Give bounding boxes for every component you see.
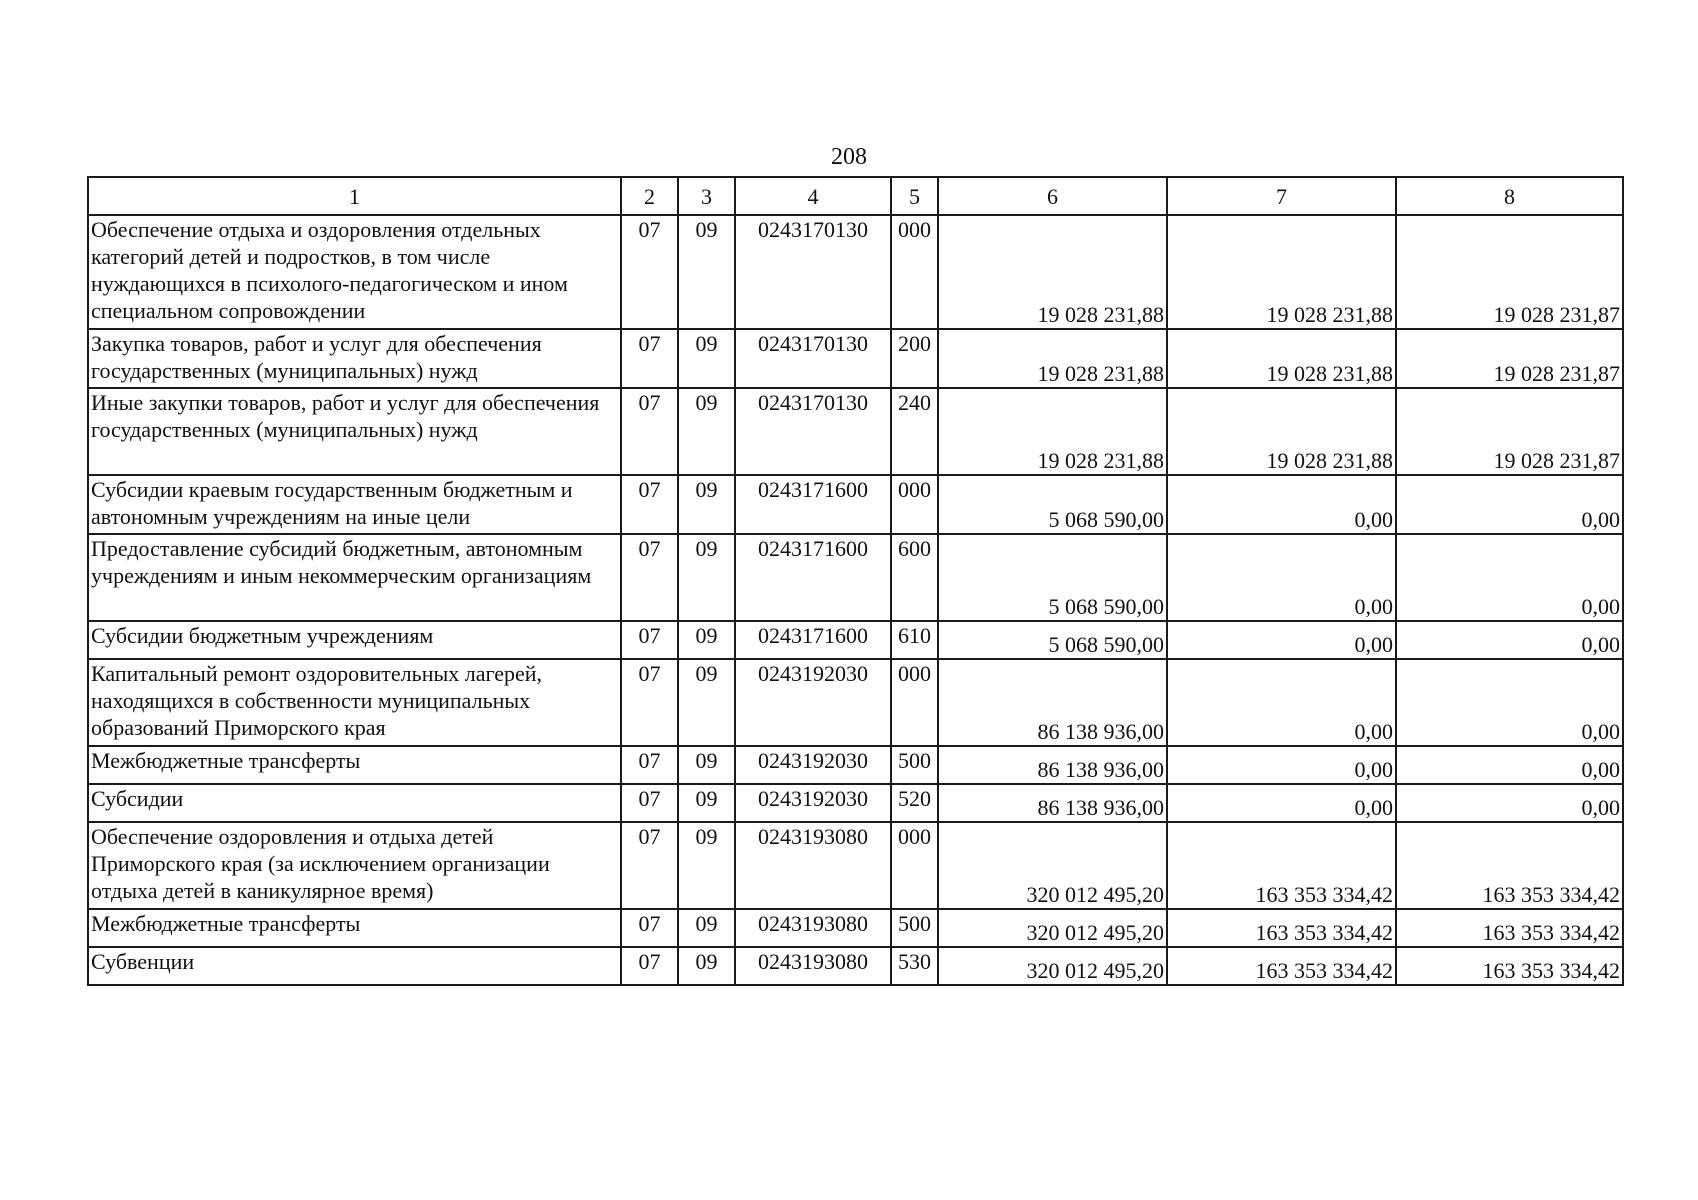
table-row (88, 909, 1623, 947)
amount-col6: 320 012 495,20 (938, 947, 1167, 985)
section-code: 07 (621, 215, 678, 329)
amount-col8: 0,00 (1396, 659, 1623, 746)
header-cell: 4 (735, 177, 891, 215)
amount-col6: 19 028 231,88 (938, 215, 1167, 329)
section-code: 07 (621, 388, 678, 475)
target-article-code: 0243170130 (735, 215, 891, 329)
amount-col6: 86 138 936,00 (938, 659, 1167, 746)
target-article-code: 0243193080 (735, 909, 891, 947)
target-article-code: 0243171600 (735, 475, 891, 534)
table-row (88, 534, 1623, 621)
table-row (88, 822, 1623, 909)
expense-type-code: 500 (891, 746, 938, 784)
amount-col8: 0,00 (1396, 475, 1623, 534)
expense-type-code: 000 (891, 659, 938, 746)
subsection-code: 09 (678, 621, 735, 659)
row-name: Обеспечение оздоровления и отдыха детей Приморского края (за исключением организации отдыха детей в каникулярное время) (88, 822, 621, 909)
amount-col8: 0,00 (1396, 621, 1623, 659)
expense-type-code: 240 (891, 388, 938, 475)
table-row (88, 475, 1623, 534)
page-number: 208 (831, 144, 867, 170)
target-article-code: 0243170130 (735, 388, 891, 475)
amount-col7: 0,00 (1167, 784, 1396, 822)
amount-col6: 86 138 936,00 (938, 746, 1167, 784)
amount-col6: 5 068 590,00 (938, 475, 1167, 534)
expense-type-code: 530 (891, 947, 938, 985)
expense-type-code: 000 (891, 215, 938, 329)
row-name: Закупка товаров, работ и услуг для обеспечения государственных (муниципальных) нужд (88, 329, 621, 388)
expense-type-code: 600 (891, 534, 938, 621)
section-code: 07 (621, 746, 678, 784)
amount-col7: 163 353 334,42 (1167, 909, 1396, 947)
amount-col7: 0,00 (1167, 534, 1396, 621)
header-cell: 7 (1167, 177, 1396, 215)
amount-col8: 0,00 (1396, 784, 1623, 822)
header-row (88, 177, 1623, 215)
section-code: 07 (621, 909, 678, 947)
subsection-code: 09 (678, 822, 735, 909)
subsection-code: 09 (678, 388, 735, 475)
amount-col8: 19 028 231,87 (1396, 388, 1623, 475)
subsection-code: 09 (678, 534, 735, 621)
expense-type-code: 000 (891, 822, 938, 909)
amount-col7: 19 028 231,88 (1167, 215, 1396, 329)
expense-type-code: 000 (891, 475, 938, 534)
amount-col7: 0,00 (1167, 746, 1396, 784)
expense-type-code: 520 (891, 784, 938, 822)
table-row (88, 388, 1623, 475)
row-name: Межбюджетные трансферты (88, 746, 621, 784)
target-article-code: 0243192030 (735, 746, 891, 784)
table-row (88, 215, 1623, 329)
section-code: 07 (621, 947, 678, 985)
section-code: 07 (621, 822, 678, 909)
amount-col7: 163 353 334,42 (1167, 947, 1396, 985)
amount-col7: 0,00 (1167, 659, 1396, 746)
table-row (88, 659, 1623, 746)
header-cell: 6 (938, 177, 1167, 215)
amount-col7: 163 353 334,42 (1167, 822, 1396, 909)
header-cell: 2 (621, 177, 678, 215)
budget-table (87, 176, 1624, 986)
amount-col7: 19 028 231,88 (1167, 388, 1396, 475)
expense-type-code: 500 (891, 909, 938, 947)
target-article-code: 0243170130 (735, 329, 891, 388)
amount-col6: 320 012 495,20 (938, 909, 1167, 947)
amount-col6: 320 012 495,20 (938, 822, 1167, 909)
row-name: Субвенции (88, 947, 621, 985)
subsection-code: 09 (678, 947, 735, 985)
subsection-code: 09 (678, 659, 735, 746)
target-article-code: 0243192030 (735, 659, 891, 746)
table-row (88, 947, 1623, 985)
row-name: Субсидии (88, 784, 621, 822)
table-row (88, 621, 1623, 659)
target-article-code: 0243171600 (735, 621, 891, 659)
amount-col8: 163 353 334,42 (1396, 947, 1623, 985)
section-code: 07 (621, 659, 678, 746)
section-code: 07 (621, 784, 678, 822)
target-article-code: 0243193080 (735, 947, 891, 985)
target-article-code: 0243193080 (735, 822, 891, 909)
amount-col8: 19 028 231,87 (1396, 215, 1623, 329)
expense-type-code: 200 (891, 329, 938, 388)
row-name: Предоставление субсидий бюджетным, автономным учреждениям и иным некоммерческим организациям (88, 534, 621, 621)
table-row (88, 784, 1623, 822)
section-code: 07 (621, 329, 678, 388)
header-cell: 3 (678, 177, 735, 215)
expense-type-code: 610 (891, 621, 938, 659)
row-name: Обеспечение отдыха и оздоровления отдельных категорий детей и подростков, в том числе нуждающихся в психолого-педагогическом и ином специальном сопровождении (88, 215, 621, 329)
amount-col8: 0,00 (1396, 534, 1623, 621)
table-row (88, 746, 1623, 784)
amount-col8: 0,00 (1396, 746, 1623, 784)
amount-col8: 163 353 334,42 (1396, 909, 1623, 947)
subsection-code: 09 (678, 215, 735, 329)
amount-col6: 86 138 936,00 (938, 784, 1167, 822)
subsection-code: 09 (678, 329, 735, 388)
subsection-code: 09 (678, 784, 735, 822)
amount-col6: 5 068 590,00 (938, 621, 1167, 659)
amount-col7: 19 028 231,88 (1167, 329, 1396, 388)
subsection-code: 09 (678, 909, 735, 947)
row-name: Иные закупки товаров, работ и услуг для обеспечения государственных (муниципальных) нужд (88, 388, 621, 475)
section-code: 07 (621, 621, 678, 659)
amount-col6: 5 068 590,00 (938, 534, 1167, 621)
section-code: 07 (621, 534, 678, 621)
amount-col6: 19 028 231,88 (938, 329, 1167, 388)
row-name: Капитальный ремонт оздоровительных лагерей, находящихся в собственности муниципальных образований Приморского края (88, 659, 621, 746)
subsection-code: 09 (678, 475, 735, 534)
table-row (88, 329, 1623, 388)
header-cell: 1 (88, 177, 621, 215)
target-article-code: 0243171600 (735, 534, 891, 621)
amount-col8: 19 028 231,87 (1396, 329, 1623, 388)
target-article-code: 0243192030 (735, 784, 891, 822)
row-name: Субсидии краевым государственным бюджетным и автономным учреждениям на иные цели (88, 475, 621, 534)
section-code: 07 (621, 475, 678, 534)
amount-col7: 0,00 (1167, 621, 1396, 659)
row-name: Межбюджетные трансферты (88, 909, 621, 947)
amount-col6: 19 028 231,88 (938, 388, 1167, 475)
subsection-code: 09 (678, 746, 735, 784)
header-cell: 5 (891, 177, 938, 215)
row-name: Субсидии бюджетным учреждениям (88, 621, 621, 659)
header-cell: 8 (1396, 177, 1623, 215)
amount-col8: 163 353 334,42 (1396, 822, 1623, 909)
amount-col7: 0,00 (1167, 475, 1396, 534)
